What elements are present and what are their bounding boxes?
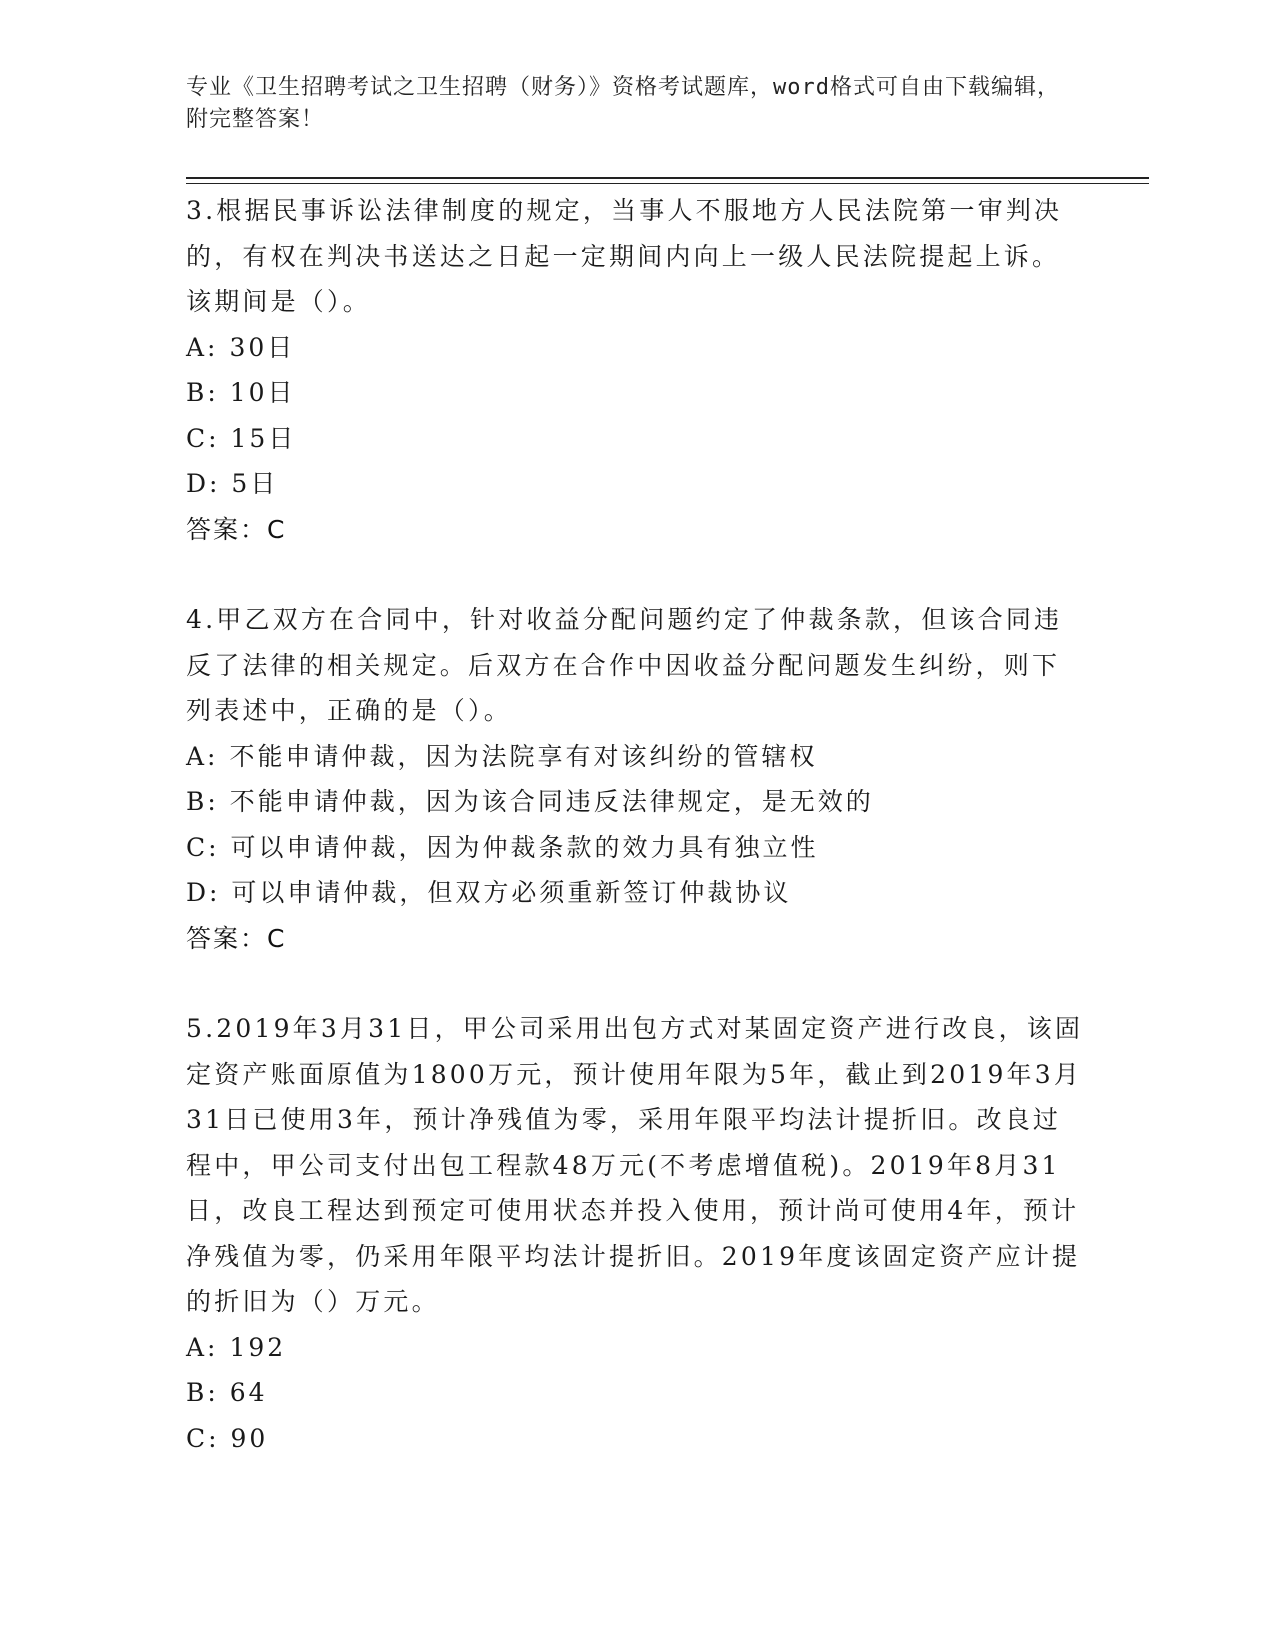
header-divider-thick <box>186 177 1149 179</box>
question-3-option-d <box>186 461 1086 507</box>
option-letter: C: <box>186 832 220 862</box>
option-letter: D: <box>186 878 221 907</box>
document-header: 专业《卫生招聘考试之卫生招聘（财务）》资格考试题库，word格式可自由下载编辑，附完整答案！ <box>186 75 1060 132</box>
question-3-option-b <box>186 370 1086 416</box>
question-3-option-c <box>186 416 1086 462</box>
question-5-option-b <box>186 1370 1086 1416</box>
question-4-option-d <box>186 870 1086 916</box>
question-3-option-a <box>186 325 1086 371</box>
option-letter: C: <box>186 1423 220 1453</box>
option-text: 64 <box>229 1378 268 1407</box>
option-letter: A: <box>186 332 219 362</box>
question-4-option-a <box>186 734 1086 780</box>
option-letter: D: <box>186 469 221 498</box>
option-text: 不能申请仲裁，因为法院享有对该纠纷的管辖权 <box>229 741 818 771</box>
option-letter: A: <box>186 741 219 771</box>
option-text: 15日 <box>230 423 297 453</box>
question-4-answer: 答案：C <box>186 923 287 953</box>
option-text: 192 <box>229 1332 287 1362</box>
option-letter: A: <box>186 1332 219 1362</box>
option-text: 10日 <box>229 378 296 407</box>
question-4-text: 4.甲乙双方在合同中，针对收益分配问题约定了仲裁条款，但该合同违反了法律的相关规定。后双方在合作中因收益分配问题发生纠纷，则下列表述中，正确的是（）。 <box>186 605 1063 725</box>
option-text: 可以申请仲裁，因为仲裁条款的效力具有独立性 <box>230 832 819 862</box>
question-4 <box>186 597 1086 961</box>
option-text: 可以申请仲裁，但双方必须重新签订仲裁协议 <box>231 878 792 907</box>
option-letter: B: <box>186 1378 219 1407</box>
question-5 <box>186 1006 1086 1461</box>
question-4-option-b <box>186 779 1086 825</box>
question-5-option-c <box>186 1416 1086 1462</box>
question-3-text: 3.根据民事诉讼法律制度的规定，当事人不服地方人民法院第一审判决的，有权在判决书送达之日起一定期间内向上一级人民法院提起上诉。该期间是（）。 <box>186 196 1063 316</box>
option-letter: B: <box>186 787 219 816</box>
option-text: 不能申请仲裁，因为该合同违反法律规定，是无效的 <box>229 787 874 816</box>
question-3 <box>186 188 1086 552</box>
option-letter: C: <box>186 423 220 453</box>
option-text: 30日 <box>229 332 296 362</box>
option-text: 90 <box>230 1423 269 1453</box>
question-4-option-c <box>186 825 1086 871</box>
question-list <box>186 188 1086 1506</box>
option-text: 5日 <box>231 469 279 498</box>
option-letter: B: <box>186 378 219 407</box>
question-5-text: 5.2019年3月31日，甲公司采用出包方式对某固定资产进行改良，该固定资产账面原值为1800万元，预计使用年限为5年，截止到2019年3月31日已使用3年，预计净残值为零，采用年限平均法计提折旧。改良过程中，甲公司支付出包工程款48万元(不考虑增值税)。2019年8月31日，改良工程达到预定可使用状态并投入使用，预计尚可使用4年，预计净残值为零，仍采用年限平均法计提折旧。2019年度该固定资产应计提的折旧为（）万元。 <box>186 1014 1084 1316</box>
question-3-answer: 答案：C <box>186 514 287 544</box>
question-5-option-a <box>186 1325 1086 1371</box>
header-divider-thin <box>186 183 1149 184</box>
